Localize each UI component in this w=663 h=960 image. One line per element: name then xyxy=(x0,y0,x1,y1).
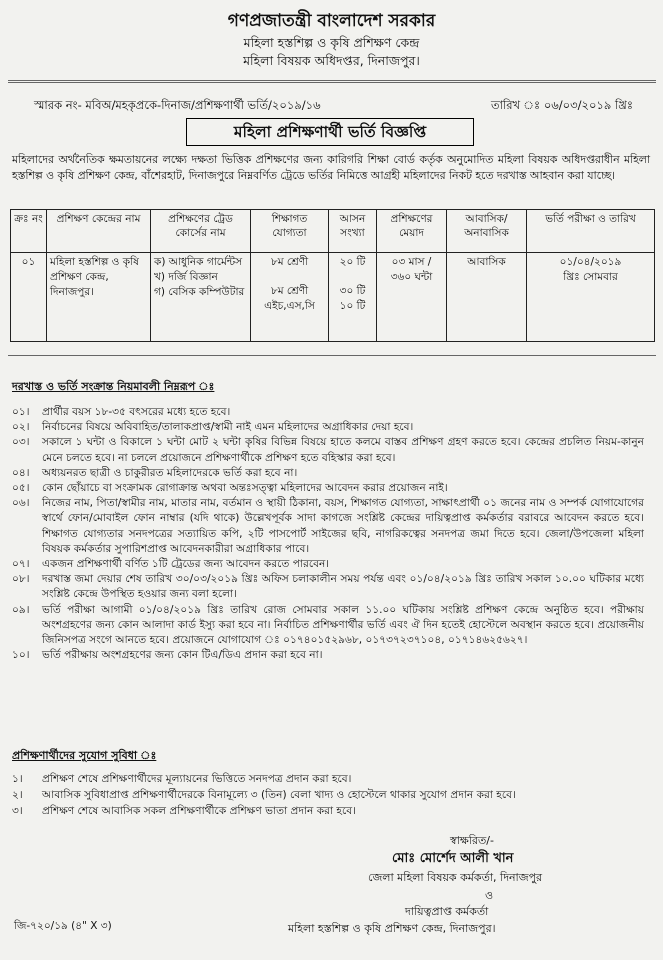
col-duration: প্রশিক্ষণের মেয়াদ xyxy=(377,210,447,253)
item-number: ০৮। xyxy=(12,573,30,586)
list-item xyxy=(12,803,644,819)
cell-qualification xyxy=(251,253,329,342)
seats-2: ৩০ টি xyxy=(339,285,366,297)
seats-3: ১০ টি xyxy=(339,300,366,312)
item-text: নির্বাচনের বিষয়ে অবিবাহিত/তালাকপ্রাপ্ত/স্বামী নাই এমন মহিলাদের অগ্রাধিকার দেয়া হবে। xyxy=(42,421,414,434)
qualification-1: ৮ম শ্রেণী xyxy=(270,256,309,268)
admission-table xyxy=(10,209,655,342)
exam-date: ০১/০৪/২০১৯ xyxy=(559,256,622,268)
trade-computer: গ) বেসিক কম্পিউটার xyxy=(154,286,245,298)
trade-garments: ক) আধুনিক গার্মেন্টস xyxy=(154,256,243,268)
reference-code: জি-৭২০/১৯ (৪" X ৩) xyxy=(14,920,112,932)
list-item xyxy=(12,496,644,557)
list-item xyxy=(12,435,644,465)
cell-exam xyxy=(527,253,655,342)
item-text: প্রার্থীর বয়স ১৮-৩৫ বৎসরের মধ্যে হতে হবে। xyxy=(42,406,231,418)
item-number: ৩। xyxy=(12,805,23,817)
list-item xyxy=(12,405,644,420)
col-centre: প্রশিক্ষণ কেন্দ্রের নাম xyxy=(47,210,151,253)
department-name: মহিলা বিষয়ক অধিদপ্তর, দিনাজপুর। xyxy=(243,53,420,68)
signatory-designation-3: মহিলা হস্তশিল্প ও কৃষি প্রশিক্ষণ কেন্দ্র, দিনাজপুর। xyxy=(288,922,496,935)
item-text: অধ্যয়নরত ছাত্রী ও চাকুরীরত মহিলাদেরকে ভর্তি করা হবে না। xyxy=(42,466,298,479)
item-text: প্রশিক্ষণ শেষে আবাসিক সকল প্রশিক্ষণার্থীকে প্রশিক্ষণ ভাতা প্রদান করা হবে। xyxy=(42,805,356,817)
signatory-designation: জেলা মহিলা বিষয়ক কর্মকর্তা, দিনাজপুর xyxy=(368,871,543,884)
header-divider-2 xyxy=(8,82,656,83)
list-item xyxy=(12,603,644,649)
col-exam: ভর্তি পরীক্ষা ও তারিখ xyxy=(527,210,655,253)
col-trade: প্রশিক্ষণের ট্রেড কোর্সের নাম xyxy=(151,210,251,253)
col-qualification: শিক্ষাগত যোগ্যতা xyxy=(251,210,329,253)
list-item xyxy=(12,771,644,787)
table-header-row xyxy=(11,210,655,253)
cell-trade xyxy=(151,253,251,342)
cell-duration: ০৩ মাস / ৩৬০ ঘন্টা xyxy=(377,253,447,342)
item-number: ২। xyxy=(12,789,23,801)
item-text: ভর্তি পরীক্ষা আগামী ০১/০৪/২০১৯ খ্রিঃ তারিখ রোজ সোমবার সকাল ১১.০০ ঘটিকায় সংশ্লিষ্ট প্রশিক্ষণ কেন্দ্রে অনুষ্ঠিত হবে। পরীক্ষায় অংশগ্রহণের জন্য কোন আলাদা কার্ড ইস্যু করা হবে না। নির্বাচিত প্রশিক্ষণার্থীর ভর্তি এবং ঐ দিন হতেই হোস্টেলে অবস্থান করতে হবে। প্রয়োজনীয় জিনিসপত্র সংগে আনতে হবে। প্রয়োজনে যোগাযোগ ঃ ০১৭৪০১৫২৯৬৮, ০১৭৩৭২৩৭১০৪, ০১৭১৪৬২৫৬২৭। xyxy=(42,603,644,647)
table-row xyxy=(11,253,655,342)
item-text: ভর্তি পরীক্ষায় অংশগ্রহণের জন্য কোন টিএ/ডিএ প্রদান করা হবে না। xyxy=(42,649,323,662)
notice-title: মহিলা প্রশিক্ষণার্থী ভর্তি বিজ্ঞপ্তি xyxy=(186,118,474,146)
item-text: সকালে ১ ঘন্টা ও বিকালে ১ ঘন্টা মোট ২ ঘন্টা কৃষির বিভিন্ন বিষয়ে হাতে কলমে বাস্তব প্রশিক্ষণ গ্রহণ করতে হবে। কেন্দ্রের প্রচলিত নিয়ম-কানুন মেনে চলতে হবে। না চললে প্রয়োজনে প্রশিক্ষণার্থীকে প্রশিক্ষণ হতে বহিস্কার করা হবে। xyxy=(42,436,644,464)
item-number: ০৭। xyxy=(12,558,30,571)
cell-seats xyxy=(329,253,377,342)
exam-day: খ্রিঃ সোমবার xyxy=(563,271,618,283)
memo-number: স্মারক নং- মবিঅ/মহকৃপ্রকে-দিনাজ/প্রশিক্ষণার্থী ভর্তি/২০১৯/১৬ xyxy=(34,98,321,112)
item-text: প্রশিক্ষণ শেষে প্রশিক্ষণার্থীদের মূল্যায়নের ভিত্তিতে সনদপত্র প্রদান করা হবে। xyxy=(42,773,352,785)
item-text: আবাসিক সুবিধাপ্রাপ্ত প্রশিক্ষণার্থীদেরকে বিনামূল্যে ৩ (তিন) বেলা খাদ্য ও হোস্টেলে থাকার সুযোগ প্রদান করা হবে। xyxy=(42,789,516,801)
qualification-2: ৮ম শ্রেণী এইচ,এস,সি xyxy=(264,285,315,312)
trade-tailoring: খ) দর্জি বিজ্ঞান xyxy=(154,271,218,283)
list-item xyxy=(12,787,644,803)
item-number: ০১। xyxy=(12,406,30,418)
item-number: ০৯। xyxy=(12,603,30,616)
signatory-name: মোঃ মোর্শেদ আলী খান xyxy=(392,851,514,866)
benefits-list xyxy=(12,771,644,819)
cell-centre: মহিলা হস্তশিল্প ও কৃষি প্রশিক্ষণ কেন্দ্র, দিনাজপুর। xyxy=(47,253,151,342)
header-divider xyxy=(8,80,656,81)
col-seats: আসন সংখ্যা xyxy=(329,210,377,253)
col-residential: আবাসিক/ অনাবাসিক xyxy=(447,210,527,253)
signed-mark: স্বাক্ষরিত/- xyxy=(450,834,494,847)
item-text: নিজের নাম, পিতা/স্বামীর নাম, মাতার নাম, বর্তমান ও স্থায়ী ঠিকানা, বয়স, শিক্ষাগত যোগ্যতা, সাক্ষাৎপ্রার্থী ০১ জনের নাম ও সম্পর্ক যোগাযোগের স্বার্থে ফোন/মোবাইল ফোন নাম্বার (যদি থাকে) উল্লেখপূর্বক সাদা কাগজে সংশ্লিষ্ট কেন্দ্রের দায়িত্বপ্রাপ্ত কর্মকর্তার বরাবরে আবেদন করতে হবে। শিক্ষাগত যোগ্যতার সনদপত্রের সত্যায়িত কপি, ২টি পাসপোর্ট সাইজের ছবি, নাগরিকত্বের সনদপত্র জমা দিতে হবে। জেলা/উপজেলা মহিলা বিষয়ক কর্মকর্তার সুপারিশপ্রাপ্ত আবেদনকারীরা অগ্রাধিকার পাবে। xyxy=(42,497,644,555)
col-serial: ক্রঃ নং xyxy=(11,210,47,253)
item-number: ০৬। xyxy=(12,497,30,510)
notice-date: তারিখ ঃ ০৬/০৩/২০১৯ খ্রিঃ xyxy=(490,98,633,112)
list-item xyxy=(12,466,644,481)
item-number: ১০। xyxy=(12,649,30,662)
benefits-heading: প্রশিক্ষণার্থীদের সুযোগ সুবিধা ঃ xyxy=(12,749,157,762)
signatory-and: ও xyxy=(485,889,494,902)
item-number: ০৫। xyxy=(12,482,30,495)
table-divider xyxy=(8,355,656,356)
item-text: কোন ছোঁয়াচে বা সংক্রামক রোগাক্রান্ত অথবা অন্তঃসত্ত্বা মহিলাদের আবেদন করার প্রয়োজন নাই। xyxy=(42,482,448,495)
signatory-designation-2: দায়িত্বপ্রাপ্ত কর্মকর্তা xyxy=(405,905,489,918)
list-item xyxy=(12,557,644,572)
rules-heading: দরখাস্ত ও ভর্তি সংক্রান্ত নিয়মাবলী নিম্নরূপ ঃ xyxy=(12,380,215,393)
item-number: ০৪। xyxy=(12,466,30,479)
item-number: ০৩। xyxy=(12,436,30,449)
seats-1: ২০ টি xyxy=(339,256,366,268)
rules-list xyxy=(12,405,644,663)
item-text: একজন প্রশিক্ষণার্থী বর্ণিত ১টি ট্রেডের জন্য আবেদন করতে পারবেন। xyxy=(42,558,330,571)
government-heading: গণপ্রজাতন্ত্রী বাংলাদেশ সরকার xyxy=(227,11,436,31)
centre-name: মহিলা হস্তশিল্প ও কৃষি প্রশিক্ষণ কেন্দ্র xyxy=(243,35,420,50)
cell-residential: আবাসিক xyxy=(447,253,527,342)
list-item xyxy=(12,420,644,435)
cell-serial: ০১ xyxy=(11,253,47,342)
item-text: দরখাস্ত জমা দেয়ার শেষ তারিখ ৩০/০৩/২০১৯ খ্রিঃ অফিস চলাকালীন সময় পর্যন্ত এবং ০১/০৪/২০১৯ খ্রিঃ তারিখ সকাল ১০.০০ ঘটিকার মধ্যে সংশ্লিষ্ট কেন্দ্রে উপস্থিত হওয়ার জন্য বলা হলো। xyxy=(42,573,644,601)
list-item xyxy=(12,648,644,663)
item-number: ১। xyxy=(12,773,23,785)
intro-paragraph: মহিলাদের অর্থনৈতিক ক্ষমতায়নের লক্ষ্যে দক্ষতা ভিত্তিক প্রশিক্ষণের জন্য কারিগরি শিক্ষা বোর্ড কর্তৃক অনুমোদিত মহিলা বিষয়ক অধিদপ্তরাধীন মহিলা হস্তশিল্প ও কৃষি প্রশিক্ষণ কেন্দ্র, বাঁশেরহাট, দিনাজপুরে নিম্নবর্ণিত ট্রেডে ভর্তির নিমিত্তে আগ্রহী মহিলাদের নিকট হতে দরখাস্ত আহবান করা যাচ্ছে। xyxy=(12,153,650,182)
list-item xyxy=(12,572,644,602)
item-number: ০২। xyxy=(12,421,30,434)
list-item xyxy=(12,481,644,496)
